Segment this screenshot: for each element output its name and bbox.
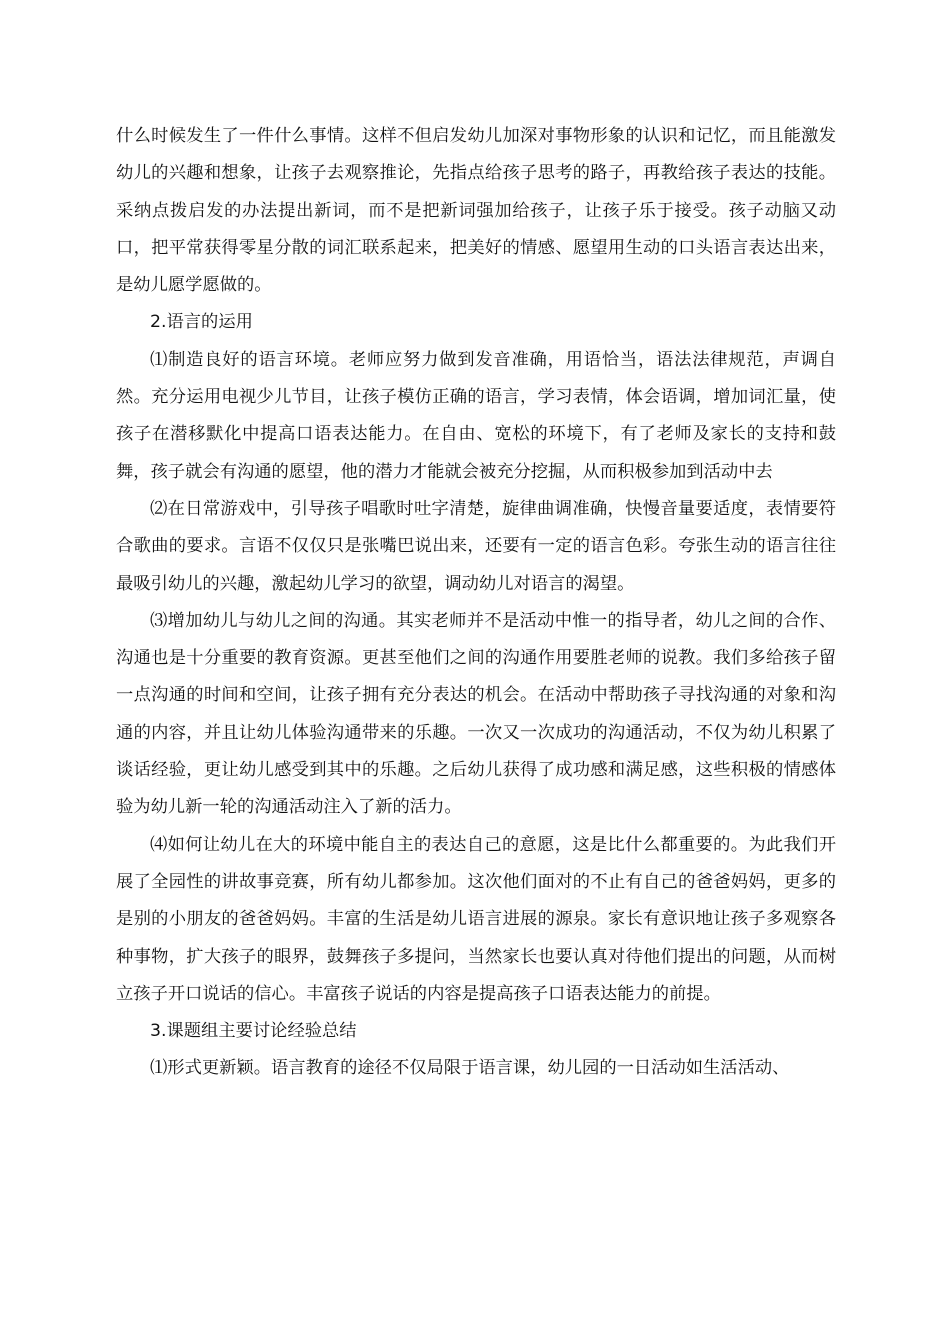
- paragraph-continuation: 什么时候发生了一件什么事情。这样不但启发幼儿加深对事物形象的认识和记忆，而且能激发幼儿的兴趣和想象，让孩子去观察推论，先指点给孩子思考的路子，再教给孩子表达的技能。采纳点拨启发的办法提出新词，而不是把新词强加给孩子，让孩子乐于接受。孩子动脑又动口，把平常获得零星分散的词汇联系起来，把美好的情感、愿望用生动的口头语言表达出来，是幼儿愿学愿做的。: [116, 126, 836, 296]
- section-heading-experience-summary: 3.课题组主要讨论经验总结: [150, 1021, 357, 1042]
- paragraph-item-3: ⑶增加幼儿与幼儿之间的沟通。其实老师并不是活动中惟一的指导者，幼儿之间的合作、沟通也是十分重要的教育资源。更甚至他们之间的沟通作用要胜老师的说教。我们多给孩子留一点沟通的时间和空间，让孩子拥有充分表达的机会。在活动中帮助孩子寻找沟通的对象和沟通的内容，并且让幼儿体验沟通带来的乐趣。一次又一次成功的沟通活动，不仅为幼儿积累了谈话经验，更让幼儿感受到其中的乐趣。之后幼儿获得了成功感和满足感，这些积极的情感体验为幼儿新一轮的沟通活动注入了新的活力。: [116, 610, 836, 818]
- section-heading-language-use: 2.语言的运用: [150, 312, 253, 333]
- paragraph-item-2: ⑵在日常游戏中，引导孩子唱歌时吐字清楚，旋律曲调准确，快慢音量要适度，表情要符合歌曲的要求。言语不仅仅只是张嘴巴说出来，还要有一定的语言色彩。夸张生动的语言往往最吸引幼儿的兴趣，激起幼儿学习的欲望，调动幼儿对语言的渴望。: [116, 498, 836, 594]
- paragraph-summary-item-1: ⑴形式更新颖。语言教育的途径不仅局限于语言课，幼儿园的一日活动如生活活动、: [150, 1058, 790, 1079]
- document-page: [116, 118, 836, 1088]
- paragraph-item-4: ⑷如何让幼儿在大的环境中能自主的表达自己的意愿，这是比什么都重要的。为此我们开展了全园性的讲故事竞赛，所有幼儿都参加。这次他们面对的不止有自己的爸爸妈妈，更多的是别的小朋友的爸爸妈妈。丰富的生活是幼儿语言进展的源泉。家长有意识地让孩子多观察各种事物，扩大孩子的眼界，鼓舞孩子多提问，当然家长也要认真对待他们提出的问题，从而树立孩子开口说话的信心。丰富孩子说话的内容是提高孩子口语表达能力的前提。: [116, 834, 836, 1004]
- paragraph-item-1: ⑴制造良好的语言环境。老师应努力做到发音准确，用语恰当，语法法律规范，声调自然。充分运用电视少儿节目，让孩子模仿正确的语言，学习表情，体会语调，增加词汇量，使孩子在潜移默化中提高口语表达能力。在自由、宽松的环境下，有了老师及家长的支持和鼓舞，孩子就会有沟通的愿望，他的潜力才能就会被充分挖掘，从而积极参加到活动中去: [116, 349, 836, 482]
